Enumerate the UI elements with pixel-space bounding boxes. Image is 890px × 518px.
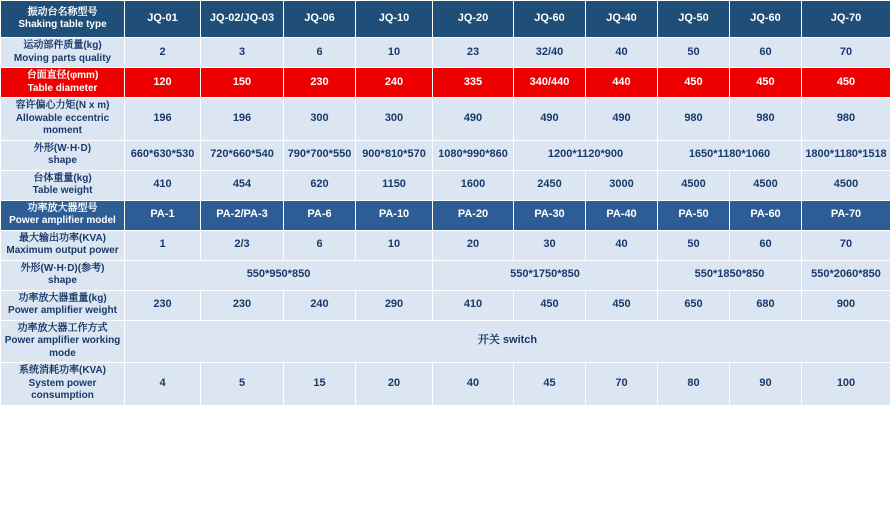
table-cell: 980 bbox=[730, 98, 802, 141]
table-cell: 490 bbox=[433, 98, 514, 141]
table-cell: JQ-01 bbox=[125, 1, 201, 38]
table-cell: 4500 bbox=[802, 170, 890, 200]
row-label bbox=[1, 200, 125, 230]
table-cell: 230 bbox=[125, 290, 201, 320]
table-cell: 196 bbox=[125, 98, 201, 141]
table-cell: 120 bbox=[125, 68, 201, 98]
table-cell: JQ-60 bbox=[730, 1, 802, 38]
row-label-en: Power amplifier working mode bbox=[4, 335, 121, 359]
row-label-cn: 功率放大器工作方式 bbox=[17, 322, 108, 334]
table-cell: 450 bbox=[730, 68, 802, 98]
table-cell: 40 bbox=[586, 38, 658, 68]
table-cell: 70 bbox=[586, 363, 658, 406]
row-label-en: Power amplifier model bbox=[9, 215, 116, 226]
table-cell: 80 bbox=[658, 363, 730, 406]
row-label-cn: 外形(W·H·D)(参考) bbox=[20, 262, 105, 274]
table-cell: PA-60 bbox=[730, 200, 802, 230]
table-cell: JQ-60 bbox=[514, 1, 586, 38]
table-cell: 720*660*540 bbox=[201, 140, 284, 170]
table-cell: PA-20 bbox=[433, 200, 514, 230]
table-cell: 5 bbox=[201, 363, 284, 406]
table-cell: 440 bbox=[586, 68, 658, 98]
row-label bbox=[1, 140, 125, 170]
table-cell: 6 bbox=[284, 38, 356, 68]
table-cell: 300 bbox=[284, 98, 356, 141]
row-label-en: Table diameter bbox=[27, 82, 98, 94]
table-cell: 60 bbox=[730, 38, 802, 68]
table-cell: 490 bbox=[586, 98, 658, 141]
table-cell: PA-2/PA-3 bbox=[201, 200, 284, 230]
table-cell: 40 bbox=[586, 230, 658, 260]
table-cell: 335 bbox=[433, 68, 514, 98]
table-cell: 1080*990*860 bbox=[433, 140, 514, 170]
row-label bbox=[1, 68, 125, 98]
table-cell: 10 bbox=[356, 38, 433, 68]
table-cell: 1 bbox=[125, 230, 201, 260]
table-row bbox=[1, 140, 890, 170]
row-label-cn: 功率放大器型号 bbox=[27, 202, 98, 214]
table-cell: JQ-20 bbox=[433, 1, 514, 38]
table-row bbox=[1, 290, 890, 320]
row-label bbox=[1, 170, 125, 200]
table-cell: 900*810*570 bbox=[356, 140, 433, 170]
table-cell: 550*1750*850 bbox=[433, 260, 658, 290]
row-label bbox=[1, 363, 125, 406]
table-cell: 1600 bbox=[433, 170, 514, 200]
table-cell: 70 bbox=[802, 38, 890, 68]
table-row bbox=[1, 320, 890, 363]
table-cell: 550*2060*850 bbox=[802, 260, 890, 290]
row-label-en: System power consumption bbox=[28, 377, 97, 401]
table-cell: 30 bbox=[514, 230, 586, 260]
table-cell: 450 bbox=[802, 68, 890, 98]
row-label-cn: 振动台名称型号 bbox=[27, 6, 98, 18]
table-cell: 230 bbox=[201, 290, 284, 320]
table-row bbox=[1, 200, 890, 230]
row-label bbox=[1, 38, 125, 68]
table-cell: 450 bbox=[586, 290, 658, 320]
row-label-cn: 功率放大器重量(kg) bbox=[18, 292, 107, 304]
row-label-cn: 系统消耗功率(KVA) bbox=[18, 365, 107, 376]
table-cell: PA-30 bbox=[514, 200, 586, 230]
table-cell: 790*700*550 bbox=[284, 140, 356, 170]
table-cell: 410 bbox=[125, 170, 201, 200]
table-cell: PA-70 bbox=[802, 200, 890, 230]
table-cell: 开关 switch bbox=[125, 320, 890, 363]
row-label-cn: 台面直径(φmm) bbox=[26, 70, 99, 81]
table-cell: 410 bbox=[433, 290, 514, 320]
table-cell: 240 bbox=[284, 290, 356, 320]
table-cell: JQ-02/JQ-03 bbox=[201, 1, 284, 38]
table-cell: 15 bbox=[284, 363, 356, 406]
table-cell: 150 bbox=[201, 68, 284, 98]
table-cell: 100 bbox=[802, 363, 890, 406]
table-cell: 10 bbox=[356, 230, 433, 260]
table-body bbox=[1, 1, 890, 406]
table-cell: 20 bbox=[433, 230, 514, 260]
table-row bbox=[1, 1, 890, 38]
table-cell: 6 bbox=[284, 230, 356, 260]
table-cell: 4500 bbox=[658, 170, 730, 200]
table-cell: 60 bbox=[730, 230, 802, 260]
table-cell: 90 bbox=[730, 363, 802, 406]
table-cell: 50 bbox=[658, 38, 730, 68]
table-cell: 550*1850*850 bbox=[658, 260, 802, 290]
row-label-en: Moving parts quality bbox=[13, 52, 112, 64]
row-label-en: Power amplifier weight bbox=[8, 305, 117, 316]
table-row bbox=[1, 68, 890, 98]
table-cell: 680 bbox=[730, 290, 802, 320]
table-cell: 1150 bbox=[356, 170, 433, 200]
table-cell: 300 bbox=[356, 98, 433, 141]
table-row bbox=[1, 98, 890, 141]
row-label-en: Maximum output power bbox=[6, 245, 119, 256]
table-cell: 980 bbox=[658, 98, 730, 141]
table-row bbox=[1, 260, 890, 290]
table-cell: 40 bbox=[433, 363, 514, 406]
table-cell: 900 bbox=[802, 290, 890, 320]
table-cell: 1650*1180*1060 bbox=[658, 140, 802, 170]
row-label-cn: 运动部件质量(kg) bbox=[23, 40, 102, 51]
table-cell: 450 bbox=[514, 290, 586, 320]
table-cell: 550*950*850 bbox=[125, 260, 433, 290]
row-label-cn: 容许偏心力矩(N x m) bbox=[15, 100, 110, 111]
table-cell: 32/40 bbox=[514, 38, 586, 68]
table-cell: 45 bbox=[514, 363, 586, 406]
table-cell: 454 bbox=[201, 170, 284, 200]
table-cell: 2/3 bbox=[201, 230, 284, 260]
table-cell: JQ-10 bbox=[356, 1, 433, 38]
table-cell: 4 bbox=[125, 363, 201, 406]
row-label bbox=[1, 320, 125, 363]
table-cell: 1800*1180*1518 bbox=[802, 140, 890, 170]
row-label bbox=[1, 290, 125, 320]
row-label bbox=[1, 1, 125, 38]
table-cell: PA-1 bbox=[125, 200, 201, 230]
row-label bbox=[1, 230, 125, 260]
row-label-en: shape bbox=[48, 155, 77, 166]
table-row bbox=[1, 38, 890, 68]
row-label-en: Shaking table type bbox=[18, 19, 107, 30]
row-label-en: Allowable eccentric moment bbox=[15, 112, 110, 136]
table-cell: PA-50 bbox=[658, 200, 730, 230]
table-cell: JQ-40 bbox=[586, 1, 658, 38]
table-cell: JQ-70 bbox=[802, 1, 890, 38]
row-label-cn: 外形(W·H·D) bbox=[33, 142, 92, 154]
table-cell: 290 bbox=[356, 290, 433, 320]
table-cell: 2 bbox=[125, 38, 201, 68]
table-cell: 490 bbox=[514, 98, 586, 141]
row-label-cn: 最大输出功率(KVA) bbox=[18, 232, 107, 244]
table-cell: 20 bbox=[356, 363, 433, 406]
row-label-cn: 台体重量(kg) bbox=[33, 172, 92, 184]
table-cell: PA-40 bbox=[586, 200, 658, 230]
table-cell: 4500 bbox=[730, 170, 802, 200]
row-label bbox=[1, 98, 125, 141]
table-cell: 980 bbox=[802, 98, 890, 141]
table-cell: JQ-06 bbox=[284, 1, 356, 38]
table-cell: 3 bbox=[201, 38, 284, 68]
table-row bbox=[1, 170, 890, 200]
table-cell: PA-10 bbox=[356, 200, 433, 230]
table-row bbox=[1, 230, 890, 260]
table-cell: 660*630*530 bbox=[125, 140, 201, 170]
table-cell: JQ-50 bbox=[658, 1, 730, 38]
table-cell: 23 bbox=[433, 38, 514, 68]
table-cell: 650 bbox=[658, 290, 730, 320]
table-cell: 240 bbox=[356, 68, 433, 98]
table-cell: 2450 bbox=[514, 170, 586, 200]
table-cell: 230 bbox=[284, 68, 356, 98]
table-cell: 196 bbox=[201, 98, 284, 141]
row-label-en: Table weight bbox=[32, 185, 93, 196]
row-label-en: shape bbox=[48, 275, 77, 286]
table-cell: PA-6 bbox=[284, 200, 356, 230]
row-label bbox=[1, 260, 125, 290]
table-cell: 620 bbox=[284, 170, 356, 200]
table-cell: 70 bbox=[802, 230, 890, 260]
table-cell: 50 bbox=[658, 230, 730, 260]
table-cell: 3000 bbox=[586, 170, 658, 200]
table-cell: 340/440 bbox=[514, 68, 586, 98]
table-row bbox=[1, 363, 890, 406]
table-cell: 1200*1120*900 bbox=[514, 140, 658, 170]
table-cell: 450 bbox=[658, 68, 730, 98]
